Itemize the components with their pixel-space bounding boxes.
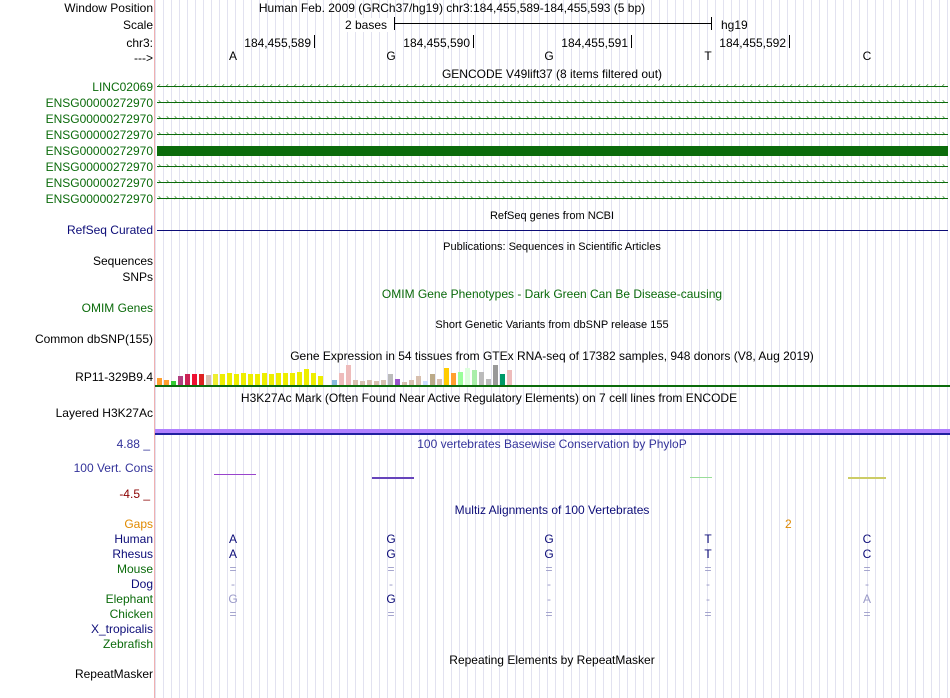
reference-base: C [862, 49, 872, 63]
alignment-base: = [387, 562, 395, 576]
gencode-transcript-label[interactable]: ENSG00000272970 [45, 144, 153, 158]
gtex-tissue-bar[interactable] [311, 373, 316, 385]
alignment-base: = [863, 607, 871, 621]
gencode-transcript[interactable] [157, 146, 948, 156]
alignment-base: = [704, 607, 712, 621]
alignment-base: = [229, 607, 237, 621]
gtex-tissue-bar[interactable] [507, 370, 512, 385]
cons-track-label[interactable]: 100 Vert. Cons [73, 461, 153, 475]
gtex-tissue-bar[interactable] [458, 372, 463, 385]
coordinate-tick [473, 35, 474, 48]
gtex-tissue-bar[interactable] [255, 374, 260, 385]
species-label[interactable]: Chicken [109, 607, 153, 621]
gtex-tissue-bar[interactable] [220, 374, 225, 385]
gtex-tissue-bar[interactable] [472, 370, 477, 385]
alignment-base: C [862, 547, 872, 561]
gtex-tissue-bar[interactable] [241, 373, 246, 385]
alignment-base: - [547, 577, 551, 591]
sequences-track-label[interactable]: Sequences [92, 254, 153, 268]
grid-line [155, 0, 156, 698]
dbsnp-track-label[interactable]: Common dbSNP(155) [34, 332, 153, 346]
coordinate-label: 184,455,591 [561, 36, 628, 50]
alignment-base: - [865, 577, 869, 591]
scale-text: 2 bases [345, 18, 388, 32]
alignment-base: G [386, 532, 396, 546]
alignment-base: = [545, 607, 553, 621]
gencode-transcript[interactable]: › › › › › › › › › › › › › › › › › › › › › › › › › › › › › › › › › › › › › › › › › › › › › › › › › › › › › › › › › › › › › › › › › › › › › › › › › › › › › › › › › › › › › › › › › › › › › › › › › › › [157, 179, 948, 187]
gtex-tissue-bar[interactable] [388, 374, 393, 385]
coordinate-tick [314, 35, 315, 48]
alignment-base: A [862, 592, 871, 606]
alignment-base: A [228, 532, 237, 546]
alignment-base: = [704, 562, 712, 576]
alignment-base: - [706, 577, 710, 591]
gencode-title: GENCODE V49lift37 (8 items filtered out) [441, 67, 663, 81]
gencode-transcript[interactable]: › › › › › › › › › › › › › › › › › › › › › › › › › › › › › › › › › › › › › › › › › › › › › › › › › › › › › › › › › › › › › › › › › › › › › › › › › › › › › › › › › › › › › › › › › › › › › › › › › › › [157, 131, 948, 139]
gtex-tissue-bar[interactable] [318, 376, 323, 385]
species-label[interactable]: Rhesus [112, 547, 153, 561]
coordinate-tick [789, 35, 790, 48]
alignment-base: - [547, 592, 551, 606]
gtex-tissue-bar[interactable] [178, 376, 183, 385]
alignment-base: - [231, 577, 235, 591]
alignment-base: = [229, 562, 237, 576]
alignment-base: G [386, 592, 396, 606]
repeatmasker-track-label[interactable]: RepeatMasker [74, 667, 153, 681]
gencode-transcript-label[interactable]: ENSG00000272970 [45, 112, 153, 126]
gtex-tissue-bar[interactable] [290, 373, 295, 385]
gtex-gene-label[interactable]: RP11-329B9.4 [75, 370, 153, 384]
gtex-tissue-bar[interactable] [416, 376, 421, 385]
alignment-base: C [862, 532, 872, 546]
gtex-tissue-bar[interactable] [304, 369, 309, 385]
scale-label: Scale [122, 18, 153, 32]
coordinate-label: 184,455,589 [244, 36, 311, 50]
alignment-base: G [544, 547, 554, 561]
gtex-tissue-bar[interactable] [269, 374, 274, 385]
gtex-tissue-bar[interactable] [199, 374, 204, 385]
gtex-baseline [155, 385, 950, 387]
species-label[interactable]: Elephant [105, 592, 153, 606]
alignment-base: G [544, 532, 554, 546]
reference-base: A [228, 49, 237, 63]
reference-base: G [544, 49, 554, 63]
gtex-tissue-bar[interactable] [339, 373, 344, 385]
refseq-title: RefSeq genes from NCBI [489, 210, 615, 222]
gencode-transcript[interactable]: › › › › › › › › › › › › › › › › › › › › › › › › › › › › › › › › › › › › › › › › › › › › › › › › › › › › › › › › › › › › › › › › › › › › › › › › › › › › › › › › › › › › › › › › › › › › › › › › › › › [157, 163, 948, 171]
gtex-tissue-bar[interactable] [248, 374, 253, 385]
gtex-tissue-bar[interactable] [192, 374, 197, 385]
species-label[interactable]: Human [114, 532, 153, 546]
gtex-tissue-bar[interactable] [465, 368, 470, 385]
alignment-base: T [704, 532, 712, 546]
repeatmasker-title: Repeating Elements by RepeatMasker [449, 653, 655, 667]
reference-base: G [386, 49, 396, 63]
gtex-tissue-bar[interactable] [206, 375, 211, 385]
gtex-tissue-bar[interactable] [451, 373, 456, 385]
coordinate-tick [631, 35, 632, 48]
gencode-transcript-label[interactable]: ENSG00000272970 [45, 96, 153, 110]
h3k27ac-track-label[interactable]: Layered H3K27Ac [55, 406, 153, 420]
gtex-tissue-bar[interactable] [213, 374, 218, 385]
scale-db: hg19 [721, 18, 748, 32]
coordinate-label: 184,455,592 [719, 36, 786, 50]
omim-track-label[interactable]: OMIM Genes [81, 301, 153, 315]
gencode-transcript[interactable]: ‹ ‹ ‹ ‹ ‹ ‹ ‹ ‹ ‹ ‹ ‹ ‹ ‹ ‹ ‹ ‹ ‹ ‹ ‹ ‹ ‹ ‹ ‹ ‹ ‹ ‹ ‹ ‹ ‹ ‹ ‹ ‹ ‹ ‹ ‹ ‹ ‹ ‹ ‹ ‹ ‹ ‹ ‹ ‹ ‹ ‹ ‹ ‹ ‹ ‹ ‹ ‹ ‹ ‹ ‹ ‹ ‹ ‹ ‹ ‹ ‹ ‹ ‹ ‹ ‹ ‹ ‹ ‹ ‹ ‹ ‹ ‹ ‹ ‹ ‹ ‹ ‹ ‹ ‹ ‹ ‹ ‹ ‹ ‹ ‹ ‹ ‹ ‹ ‹ ‹ ‹ ‹ ‹ ‹ ‹ ‹ ‹ ‹ ‹ [157, 83, 948, 91]
gtex-tissue-bar[interactable] [283, 373, 288, 385]
window-position-label: Window Position [64, 1, 153, 15]
gtex-tissue-bar[interactable] [157, 378, 162, 385]
gtex-tissue-bar[interactable] [227, 373, 232, 385]
alignment-base: = [545, 562, 553, 576]
gtex-tissue-bar[interactable] [185, 374, 190, 385]
alignment-base: G [386, 547, 396, 561]
refseq-gene-line[interactable] [157, 230, 948, 231]
gtex-tissue-bar[interactable] [500, 374, 505, 385]
gencode-transcript[interactable]: › › › › › › › › › › › › › › › › › › › › › › › › › › › › › › › › › › › › › › › › › › › › › › › › › › › › › › › › › › › › › › › › › › › › › › › › › › › › › › › › › › › › › › › › › › › › › › › › › › › [157, 115, 948, 123]
h3k27ac-title: H3K27Ac Mark (Often Found Near Active Regulatory Elements) on 7 cell lines from ENCODE [240, 391, 738, 405]
gtex-tissue-bar[interactable] [297, 372, 302, 385]
dbsnp-title: Short Genetic Variants from dbSNP release 155 [435, 319, 669, 331]
gtex-tissue-bar[interactable] [430, 374, 435, 385]
species-label[interactable]: X_tropicalis [90, 622, 153, 636]
reference-base: T [704, 49, 712, 63]
cons-min-label: -4.5 _ [119, 487, 150, 501]
gtex-tissue-bar[interactable] [346, 365, 351, 385]
alignment-base: = [387, 607, 395, 621]
gtex-tissue-bar[interactable] [234, 374, 239, 385]
alignment-base: T [704, 547, 712, 561]
gtex-tissue-bar[interactable] [493, 365, 498, 385]
gencode-transcript[interactable]: › › › › › › › › › › › › › › › › › › › › › › › › › › › › › › › › › › › › › › › › › › › › › › › › › › › › › › › › › › › › › › › › › › › › › › › › › › › › › › › › › › › › › › › › › › › › › › › › › › › [157, 195, 948, 203]
cons-title: 100 vertebrates Basewise Conservation by PhyloP [417, 437, 687, 451]
gencode-transcript-label[interactable]: ENSG00000272970 [45, 176, 153, 190]
chrom-label: chr3: [126, 36, 153, 50]
multiz-title: Multiz Alignments of 100 Vertebrates [454, 503, 650, 517]
alignment-base: - [706, 592, 710, 606]
alignment-base: = [863, 562, 871, 576]
alignment-base: G [228, 592, 238, 606]
snps-track-label[interactable]: SNPs [122, 270, 153, 284]
gtex-tissue-bar[interactable] [262, 373, 267, 385]
omim-title: OMIM Gene Phenotypes - Dark Green Can Be Disease-causing [381, 287, 723, 301]
species-label[interactable]: Mouse [116, 562, 153, 576]
gtex-tissue-bar[interactable] [444, 368, 449, 385]
gtex-tissue-bar[interactable] [479, 372, 484, 385]
alignment-base: - [389, 577, 393, 591]
gencode-transcript-label[interactable]: ENSG00000272970 [45, 192, 153, 206]
gencode-transcript-label[interactable]: LINC02069 [92, 80, 153, 94]
species-label[interactable]: Dog [130, 577, 153, 591]
gtex-tissue-bar[interactable] [276, 373, 281, 385]
coordinate-label: 184,455,590 [403, 36, 470, 50]
gaps-value: 2 [785, 517, 792, 531]
gaps-label: Gaps [124, 517, 153, 531]
species-label[interactable]: Zebrafish [102, 637, 153, 651]
gencode-transcript-label[interactable]: ENSG00000272970 [45, 160, 153, 174]
assembly-position-text: Human Feb. 2009 (GRCh37/hg19) chr3:184,455,589-184,455,593 (5 bp) [258, 1, 646, 15]
alignment-base: A [228, 547, 237, 561]
track-image-area[interactable] [155, 0, 950, 698]
gencode-transcript-label[interactable]: ENSG00000272970 [45, 128, 153, 142]
strand-toggle[interactable]: ---> [134, 51, 153, 65]
cons-max-label: 4.88 _ [116, 437, 150, 451]
refseq-track-label[interactable]: RefSeq Curated [66, 223, 153, 237]
gtex-title: Gene Expression in 54 tissues from GTEx RNA-seq of 17382 samples, 948 donors (V8, Aug 2019) [290, 349, 814, 363]
gencode-transcript[interactable]: › › › › › › › › › › › › › › › › › › › › › › › › › › › › › › › › › › › › › › › › › › › › › › › › › › › › › › › › › › › › › › › › › › › › › › › › › › › › › › › › › › › › › › › › › › › › › › › › › › › [157, 99, 948, 107]
publications-title: Publications: Sequences in Scientific Articles [443, 241, 661, 253]
